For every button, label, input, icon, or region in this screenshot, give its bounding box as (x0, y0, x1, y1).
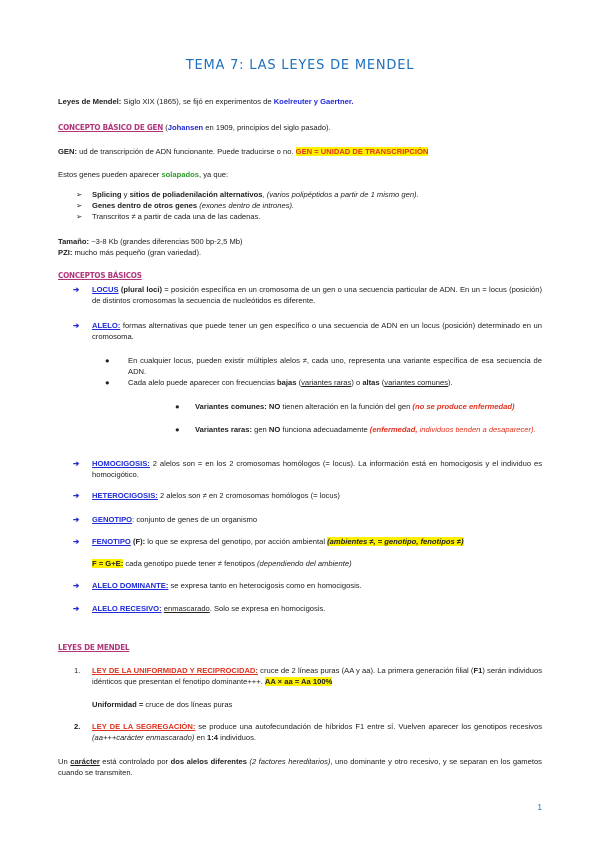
bullet-icon: ● (175, 425, 180, 434)
list-item: ➢ Transcritos ≠ a partir de cada una de las cadenas. (76, 212, 261, 221)
variantes-comunes: Variantes comunes: NO tienen alteración en la función del gen (no se produce enfermedad) (195, 402, 515, 411)
list-item: ➢ Splicing y sitios de poliadenilación alternativos, (varios polipéptidos a partir de 1 mismo gen). (76, 190, 419, 199)
size-info: Tamaño: ~3-8 Kb (grandes diferencias 500 bp-2,5 Mb) PZI: mucho más pequeño (gran variedad). (58, 237, 243, 257)
bullet-icon: ● (175, 402, 180, 411)
law-2: LEY DE LA SEGREGACIÓN: se produce una autofecundación de híbridos F1 entre sí. Vuelven aparecer los genotipos recesivos (aa+++carácter enmascarado) en 1:4 individuos. (92, 722, 542, 742)
overlap-intro: Estos genes pueden aparecer solapados, ya que: (58, 170, 229, 179)
section-heading-gen: CONCEPTO BÁSICO DE GEN (58, 123, 164, 132)
fenotipo-item: FENOTIPO (F): lo que se expresa del genotipo, por acción ambiental (ambientes ≠, = genotipo, fenotipos ≠) (92, 537, 464, 546)
arrow-icon: ➔ (73, 515, 80, 524)
gen-heading-line: CONCEPTO BÁSICO DE GEN (Johansen en 1909, principios del siglo pasado). (58, 123, 331, 132)
page-number: 1 (537, 803, 542, 812)
section-heading-laws: LEYES DE MENDEL (58, 643, 130, 652)
law-1: LEY DE LA UNIFORMIDAD Y RECIPROCIDAD: cruce de 2 líneas puras (AA y aa). La primera generación filial (F1) serán individuos idénticos que presentan el fenotipo dominante+++. AA × aa = Aa 100% (92, 666, 543, 686)
arrow-icon: ➔ (73, 285, 80, 294)
uniformidad-line: Uniformidad = cruce de dos líneas puras (92, 700, 233, 709)
overlap-list (76, 189, 542, 222)
variantes-raras: Variantes raras: gen NO funciona adecuadamente (enfermedad, individuos tienden a desaparecer). (195, 425, 536, 434)
arrow-icon: ➔ (73, 604, 80, 613)
arrow-icon: ➔ (73, 459, 80, 468)
bullet-icon: ● (105, 356, 110, 365)
section-heading-basic: CONCEPTOS BÁSICOS (58, 271, 142, 280)
list-item: ➢ Genes dentro de otros genes (exones dentro de intrones). (76, 201, 295, 210)
law-number: 1. (74, 666, 81, 675)
alelo-sub-1: En cualquier locus, pueden existir múltiples alelos ≠, cada uno, representa una variante específica de esa secuencia de ADN. (128, 356, 542, 376)
arrow-icon: ➔ (73, 321, 80, 330)
law-number: 2. (74, 722, 81, 731)
intro-paragraph: Leyes de Mendel: Siglo XIX (1865), se fijó en experimentos de Koelreuter y Gaertner. (58, 97, 354, 106)
formula-line: F = G+E: cada genotipo puede tener ≠ fenotipos (dependiendo del ambiente) (92, 559, 352, 568)
closing-paragraph: Un carácter está controlado por dos alelos diferentes (2 factores hereditarios), uno dominante y otro recesivo, y se separan en los gametos cuando se transmiten. (58, 757, 542, 777)
genotipo-item: GENOTIPO: conjunto de genes de un organismo (92, 515, 258, 524)
homocigosis-item: HOMOCIGOSIS: 2 alelos son = en los 2 cromosomas homólogos (= locus). La información está en homocigosis y el individuo es homocigótico. (92, 459, 542, 479)
bullet-icon: ● (105, 378, 110, 387)
alelo-dominante-item: ALELO DOMINANTE: se expresa tanto en heterocigosis como en homocigosis. (92, 581, 362, 590)
alelo-recesivo-item: ALELO RECESIVO: enmascarado. Solo se expresa en homocigosis. (92, 604, 326, 613)
alelo-item: ALELO: formas alternativas que puede tener un gen específico o una secuencia de ADN en un locus (posición) determinado en un cromosoma. (92, 321, 542, 341)
page-title: TEMA 7: LAS LEYES DE MENDEL (185, 58, 415, 73)
arrow-icon: ➔ (73, 581, 80, 590)
heterocigosis-item: HETEROCIGOSIS: 2 alelos son ≠ en 2 cromosomas homólogos (= locus) (92, 491, 340, 500)
gen-definition: GEN: ud de transcripción de ADN funcionante. Puede traducirse o no. GEN = UNIDAD DE TRANSCRIPCIÓN (58, 147, 429, 156)
locus-item: LOCUS (plural loci) = posición específica en un cromosoma de un gen o una secuencia particular de ADN. En un = locus (posición) de distintos cromosomas la secuencia de nucleótidos es diferente. (92, 285, 542, 305)
arrow-icon: ➔ (73, 491, 80, 500)
alelo-sub-2: Cada alelo puede aparecer con frecuencias bajas (variantes raras) o altas (variantes comunes). (128, 378, 453, 387)
arrow-icon: ➔ (73, 537, 80, 546)
